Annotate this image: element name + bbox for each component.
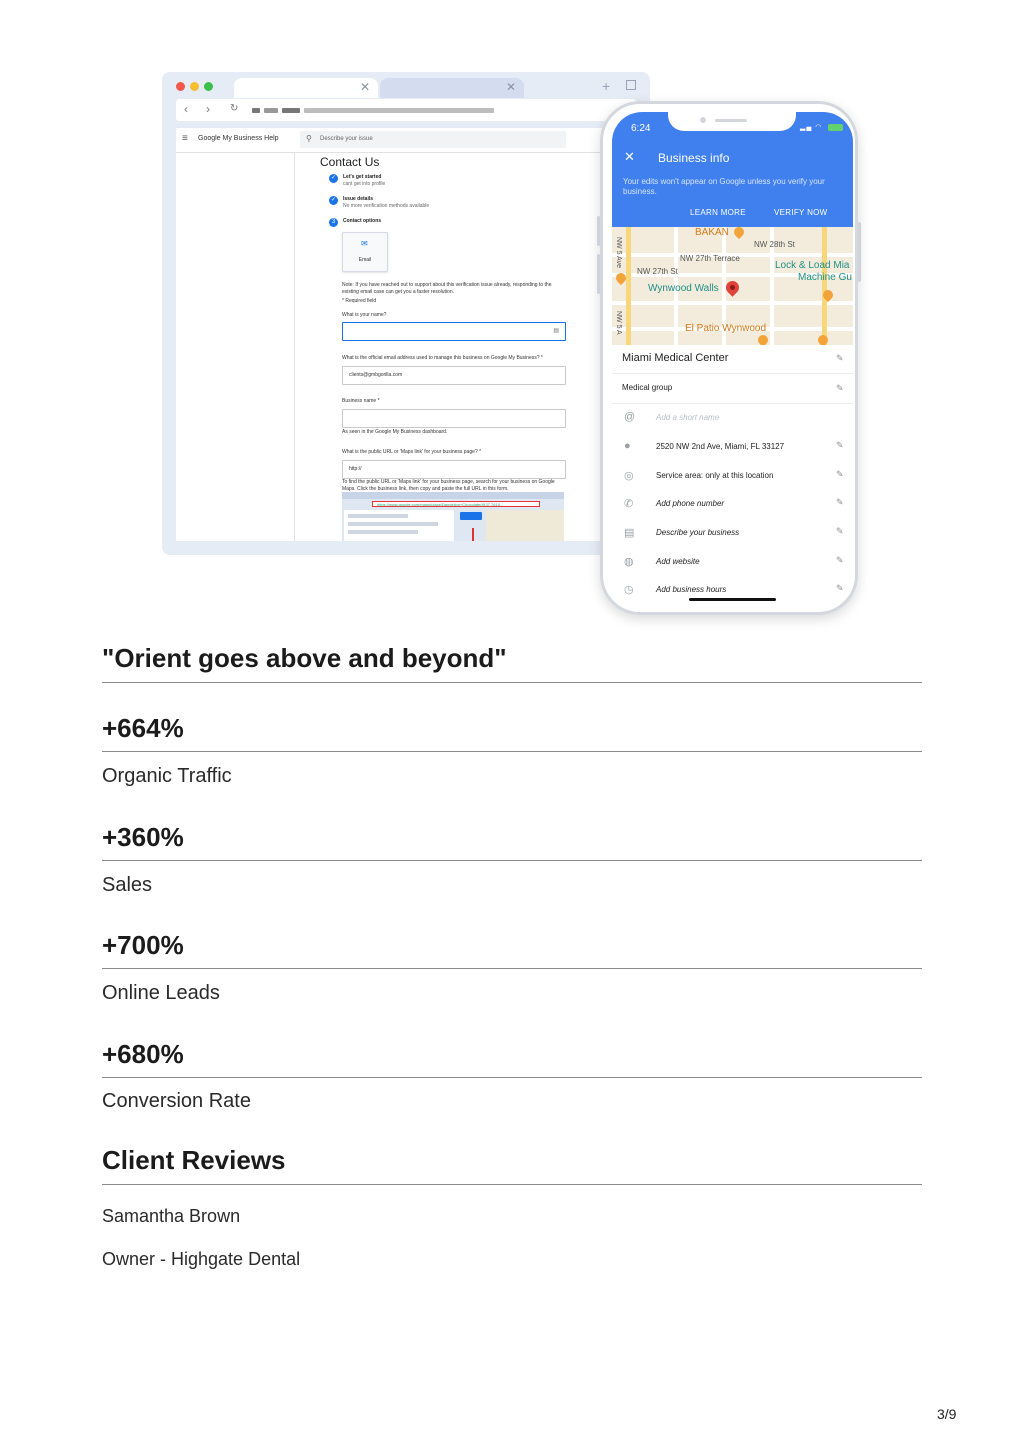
map-label-nw5a: NW 5 A (615, 311, 622, 335)
volume-button (597, 216, 600, 246)
divider (102, 751, 922, 752)
divider (102, 968, 922, 969)
edit-icon[interactable]: ✎ (836, 555, 844, 565)
stat-label-conversion: Conversion Rate (102, 1090, 251, 1112)
side-divider (294, 152, 295, 541)
email-icon: ✉ (361, 239, 368, 248)
stat-label-sales: Sales (102, 874, 153, 896)
divider (102, 1077, 922, 1078)
url-field[interactable] (342, 460, 566, 479)
clock-icon: ◷ (624, 584, 634, 596)
address-bar-segment[interactable] (264, 108, 278, 113)
status-time: 6:24 (631, 123, 651, 134)
speaker-grill (715, 119, 747, 122)
note-text: Note: If you have reached out to support about this verification issue already, responding to the existing email case can get you a faster resolution. (342, 282, 552, 295)
address-bar-segment[interactable] (282, 108, 300, 113)
map-label-el-patio: El Patio Wynwood (685, 323, 767, 334)
map-label-bakan: BAKAN (695, 227, 729, 238)
stat-label-organic: Organic Traffic (102, 765, 232, 787)
mini-line (348, 514, 408, 518)
restaurant-pin-icon[interactable] (756, 333, 770, 345)
close-window-dot[interactable] (176, 82, 185, 91)
service-area-icon: ◎ (624, 470, 634, 482)
browser-tab-strip (162, 72, 650, 98)
mini-map (486, 510, 564, 541)
browser-page (176, 128, 636, 541)
power-button (858, 222, 861, 282)
url-label: What is the public URL or 'Maps link' for your business page? * (342, 449, 482, 455)
verify-notice: Your edits won't appear on Google unless you verify your business. (623, 177, 825, 196)
address-bar-segment[interactable] (252, 108, 260, 113)
edit-icon[interactable]: ✎ (836, 469, 844, 479)
search-icon: ⚲ (306, 134, 312, 143)
browser-mockup (162, 72, 650, 555)
edit-icon[interactable]: ✎ (836, 353, 844, 363)
mini-line (348, 530, 418, 534)
search-placeholder: Describe your issue (320, 136, 373, 142)
forward-icon[interactable]: › (206, 102, 210, 116)
map-avenue (626, 227, 631, 345)
website-text: Add website (656, 557, 700, 566)
divider (612, 403, 853, 404)
step-title: Issue details (343, 196, 374, 202)
short-name-placeholder: Add a short name (656, 413, 720, 422)
email-option-card[interactable] (342, 232, 388, 272)
map-label-wynwood-walls: Wynwood Walls (648, 283, 719, 294)
help-title: Google My Business Help (198, 135, 279, 142)
edit-icon[interactable]: ✎ (836, 497, 844, 507)
name-label: What is your name? (342, 312, 387, 318)
close-tab-icon[interactable]: ✕ (505, 80, 516, 94)
edit-icon[interactable]: ✎ (836, 583, 844, 593)
email-field[interactable] (342, 366, 566, 385)
name-field[interactable] (342, 322, 566, 341)
phone-screen (612, 112, 853, 607)
battery-icon (828, 124, 843, 131)
step-subtitle: No more verification methods available (343, 203, 430, 209)
contact-us-title: Contact Us (320, 155, 380, 169)
back-icon[interactable]: ‹ (184, 102, 188, 116)
maximize-window-dot[interactable] (204, 82, 213, 91)
email-value: clients@gmbgorilla.com (349, 372, 403, 378)
stat-value-sales: +360% (102, 822, 184, 852)
stat-value-conversion: +680% (102, 1039, 184, 1069)
signal-wifi-icon: ▂▄ ◠ (800, 124, 823, 131)
close-icon[interactable]: ✕ (624, 149, 635, 164)
edit-icon[interactable]: ✎ (836, 383, 844, 393)
verify-now-button[interactable]: VERIFY NOW (774, 208, 828, 217)
window-restore-icon[interactable] (626, 80, 636, 90)
mini-search-card (344, 510, 454, 541)
check-icon: ✓ (330, 197, 337, 203)
phone-icon: ✆ (624, 498, 634, 510)
help-search-input[interactable] (300, 131, 566, 148)
address-text: 2520 NW 2nd Ave, Miami, FL 33127 (656, 442, 785, 451)
browser-toolbar (176, 99, 636, 121)
reviewer-name: Samantha Brown (102, 1206, 241, 1226)
map-view[interactable] (612, 227, 853, 345)
map-label-nw28: NW 28th St (754, 240, 795, 249)
volume-button (597, 254, 600, 294)
mini-line (348, 522, 438, 526)
email-label: What is the official email address used to manage this business on Google My Business? * (342, 355, 543, 361)
map-label-lock-load: Lock & Load Mia (775, 260, 850, 271)
browser-tab-active[interactable] (234, 78, 378, 98)
testimonial-quote: "Orient goes above and beyond" (102, 643, 507, 673)
location-marker-icon[interactable] (723, 278, 741, 296)
step-subtitle: cant get into profile (343, 181, 386, 187)
at-icon: @ (624, 411, 636, 423)
maps-screenshot-example (342, 492, 564, 541)
page-number: 3/9 (937, 1406, 957, 1422)
step-number: 3 (329, 218, 338, 227)
map-label-nw5ave: NW 5 Ave (615, 237, 622, 268)
restaurant-pin-icon[interactable] (732, 227, 746, 239)
business-category[interactable]: Medical group (622, 383, 673, 392)
hours-text: Add business hours (656, 585, 727, 594)
email-option-label: Email (358, 257, 372, 263)
business-name-hint: As seen in the Google My Business dashboard. (342, 429, 448, 435)
mini-arrow (472, 528, 474, 541)
required-text: * Required field (342, 298, 377, 304)
home-indicator (689, 598, 776, 601)
edit-icon[interactable]: ✎ (836, 440, 844, 450)
globe-icon: ◍ (624, 556, 634, 568)
service-area-text: Service area: only at this location (656, 471, 774, 480)
reviews-heading: Client Reviews (102, 1145, 286, 1175)
business-name-field[interactable] (342, 409, 566, 428)
business-name[interactable]: Miami Medical Center (622, 352, 729, 364)
map-label-nw27: NW 27th St (637, 267, 678, 276)
map-label-nw27-terrace: NW 27th Terrace (680, 254, 740, 263)
new-tab-icon[interactable]: + (602, 78, 611, 94)
reviewer-title: Owner - Highgate Dental (102, 1249, 301, 1269)
url-hint: To find the public URL or 'Maps link' for your business page, search for your business on Google Maps. Click the business link, then copy and paste the full URL in this form. (342, 479, 555, 492)
phone-notch (668, 112, 796, 131)
url-value: http:// (349, 466, 362, 472)
address-bar[interactable] (304, 108, 494, 113)
step-title: Let's get started (343, 174, 382, 180)
stat-value-leads: +700% (102, 930, 184, 960)
minimize-window-dot[interactable] (190, 82, 199, 91)
divider (612, 373, 853, 374)
camera-icon (700, 117, 706, 123)
phone-text: Add phone number (656, 499, 725, 508)
browser-tab-inactive[interactable] (380, 78, 524, 98)
divider (102, 860, 922, 861)
check-icon: ✓ (330, 175, 337, 181)
stat-label-leads: Online Leads (102, 982, 220, 1004)
edit-icon[interactable]: ✎ (836, 526, 844, 536)
menu-icon[interactable]: ≡ (182, 133, 188, 144)
reload-icon[interactable]: ↻ (230, 103, 239, 114)
location-pin-icon: ● (624, 440, 631, 452)
map-avenue (822, 227, 827, 345)
mini-tab-bar (342, 492, 564, 499)
divider (102, 682, 922, 683)
mini-search-button (460, 512, 482, 520)
phone-mockup (600, 101, 858, 615)
stat-value-organic: +664% (102, 713, 184, 743)
business-name-label: Business name * (342, 398, 380, 404)
description-text: Describe your business (656, 528, 740, 537)
map-label-machine: Machine Gu (798, 272, 852, 283)
divider (102, 1184, 922, 1185)
help-header (176, 128, 636, 153)
storefront-icon: ▤ (624, 527, 635, 539)
contact-card-icon: ▤ (553, 328, 559, 334)
close-tab-icon[interactable]: ✕ (359, 80, 370, 94)
business-info-title: Business info (658, 151, 730, 165)
map-road (612, 301, 853, 305)
mini-address-bar: https://www.google.com/maps/place/Dandelion+Chocolate/@37.7610... (372, 501, 540, 507)
learn-more-button[interactable]: LEARN MORE (690, 208, 746, 217)
restaurant-pin-icon[interactable] (816, 333, 830, 345)
step-title: Contact options (343, 218, 382, 224)
